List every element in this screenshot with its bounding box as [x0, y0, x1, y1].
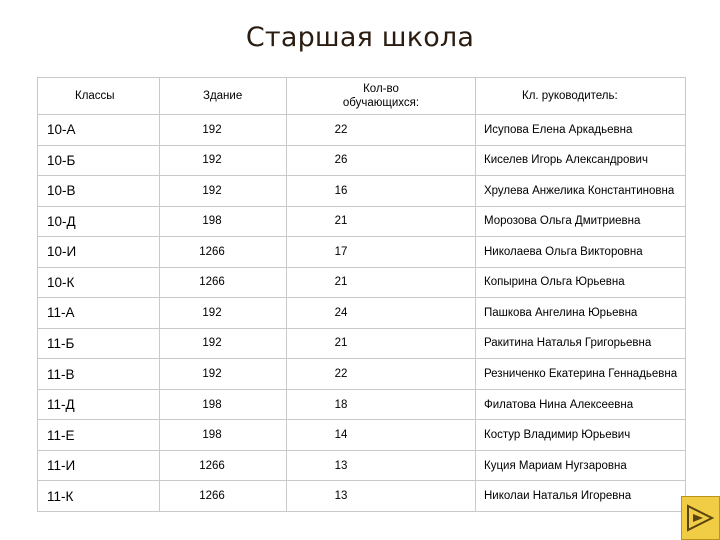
class-cell: 10-В: [38, 176, 160, 207]
count-cell: 22: [287, 115, 476, 146]
count-cell: 21: [287, 206, 476, 237]
count-cell: 13: [287, 450, 476, 481]
building-cell: 198: [160, 420, 287, 451]
class-cell: 11-К: [38, 481, 160, 512]
class-cell: 11-В: [38, 359, 160, 390]
building-cell: 192: [160, 328, 287, 359]
count-cell: 13: [287, 481, 476, 512]
table-header-row: [38, 78, 686, 115]
header-teacher: Кл. руководитель:: [476, 78, 686, 115]
teacher-cell: Куция Мариам Нугзаровна: [476, 450, 686, 481]
building-cell: 1266: [160, 237, 287, 268]
next-slide-button[interactable]: [681, 496, 720, 540]
class-cell: 10-И: [38, 237, 160, 268]
building-cell: 1266: [160, 481, 287, 512]
teacher-cell: Морозова Ольга Дмитриевна: [476, 206, 686, 237]
header-count-line2: обучающихся:: [342, 97, 420, 109]
table-row: [38, 237, 686, 268]
teacher-cell: Резниченко Екатерина Геннадьевна: [476, 359, 686, 390]
class-cell: 11-И: [38, 450, 160, 481]
class-cell: 11-Е: [38, 420, 160, 451]
teacher-cell: Исупова Елена Аркадьевна: [476, 115, 686, 146]
next-arrow-icon: [682, 497, 719, 539]
header-classes: Классы: [38, 78, 160, 115]
table-body: [38, 115, 686, 512]
table-row: [38, 267, 686, 298]
header-building: Здание: [160, 78, 287, 115]
building-cell: 1266: [160, 450, 287, 481]
table-row: [38, 328, 686, 359]
building-cell: 192: [160, 359, 287, 390]
table-row: [38, 176, 686, 207]
table-row: [38, 420, 686, 451]
teacher-cell: Пашкова Ангелина Юрьевна: [476, 298, 686, 329]
header-count: [287, 78, 476, 115]
teacher-cell: Филатова Нина Алексеевна: [476, 389, 686, 420]
table-row: [38, 298, 686, 329]
table-row: [38, 481, 686, 512]
building-cell: 192: [160, 145, 287, 176]
teacher-cell: Ракитина Наталья Григорьевна: [476, 328, 686, 359]
class-cell: 10-К: [38, 267, 160, 298]
count-cell: 24: [287, 298, 476, 329]
class-cell: 10-Д: [38, 206, 160, 237]
class-cell: 10-А: [38, 115, 160, 146]
count-cell: 21: [287, 328, 476, 359]
count-cell: 16: [287, 176, 476, 207]
class-cell: 11-Б: [38, 328, 160, 359]
class-cell: 10-Б: [38, 145, 160, 176]
table-row: [38, 450, 686, 481]
table-row: [38, 206, 686, 237]
building-cell: 198: [160, 206, 287, 237]
teacher-cell: Костур Владимир Юрьевич: [476, 420, 686, 451]
class-cell: 11-Д: [38, 389, 160, 420]
teacher-cell: Киселев Игорь Александрович: [476, 145, 686, 176]
building-cell: 198: [160, 389, 287, 420]
table-row: [38, 145, 686, 176]
teacher-cell: Хрулева Анжелика Константиновна: [476, 176, 686, 207]
classes-table: [37, 77, 686, 512]
teacher-cell: Николаи Наталья Игоревна: [476, 481, 686, 512]
table-row: [38, 389, 686, 420]
table-row: [38, 115, 686, 146]
teacher-cell: Николаева Ольга Викторовна: [476, 237, 686, 268]
class-cell: 11-А: [38, 298, 160, 329]
teacher-cell: Копырина Ольга Юрьевна: [476, 267, 686, 298]
count-cell: 17: [287, 237, 476, 268]
building-cell: 1266: [160, 267, 287, 298]
building-cell: 192: [160, 298, 287, 329]
table-row: [38, 359, 686, 390]
building-cell: 192: [160, 115, 287, 146]
count-cell: 14: [287, 420, 476, 451]
building-cell: 192: [160, 176, 287, 207]
count-cell: 21: [287, 267, 476, 298]
count-cell: 22: [287, 359, 476, 390]
count-cell: 18: [287, 389, 476, 420]
header-count-line1: Кол-во: [363, 83, 399, 95]
page-title: Старшая школа: [245, 22, 475, 53]
count-cell: 26: [287, 145, 476, 176]
